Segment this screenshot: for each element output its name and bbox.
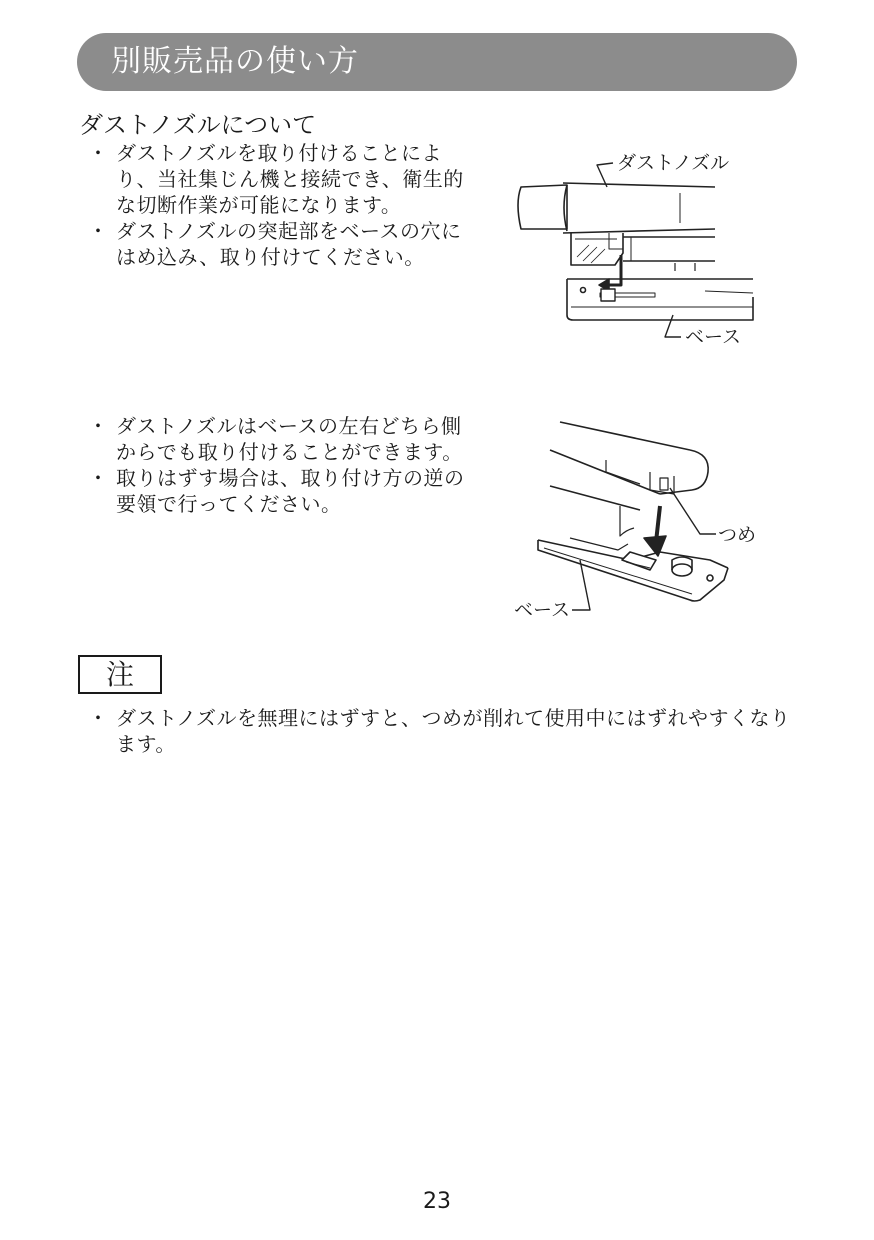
callout-base-label: ベース: [685, 326, 742, 348]
list-item: [82, 705, 810, 757]
bullet-list-2: [82, 413, 467, 517]
note-bullet-list: [82, 705, 810, 757]
list-item-text: 取りはずす場合は、取り付け方の逆の要領で行ってください。: [116, 466, 465, 516]
section-title: ダストノズルについて: [79, 111, 317, 139]
callout-base-label: ベース: [514, 599, 571, 621]
list-item-text: ダストノズルはベースの左右どちら側からでも取り付けることができます。: [116, 414, 463, 464]
figure-claw-attach: [510, 410, 770, 630]
page-title: 別販売品の使い方: [111, 44, 359, 79]
bullet-marker: ・: [88, 706, 109, 730]
figure-nozzle-attach-illustration: [505, 145, 765, 355]
note-heading-box: [78, 655, 162, 694]
list-item: [82, 413, 467, 465]
bullet-list-1: [82, 140, 467, 270]
list-item-text: ダストノズルを無理にはずすと、つめが削れて使用中にはずれやすくなります。: [116, 706, 791, 756]
bullet-marker: ・: [88, 219, 109, 243]
list-item: [82, 140, 467, 218]
note-heading: 注: [105, 657, 134, 691]
page-number: 23: [423, 1189, 451, 1214]
bullet-marker: ・: [88, 414, 109, 438]
bullet-marker: ・: [88, 466, 109, 490]
callout-nozzle-label: ダストノズル: [617, 152, 730, 174]
header-banner: [77, 33, 797, 91]
callout-claw-label: つめ: [718, 524, 757, 546]
figure-nozzle-attach: [505, 145, 765, 355]
list-item-text: ダストノズルの突起部をベースの穴にはめ込み、取り付けてください。: [116, 219, 462, 269]
bullet-marker: ・: [88, 141, 109, 165]
list-item: [82, 218, 467, 270]
list-item-text: ダストノズルを取り付けることにより、当社集じん機と接続でき、衛生的な切断作業が可能になります。: [116, 141, 464, 217]
figure-claw-attach-illustration: [510, 410, 770, 630]
list-item: [82, 465, 467, 517]
